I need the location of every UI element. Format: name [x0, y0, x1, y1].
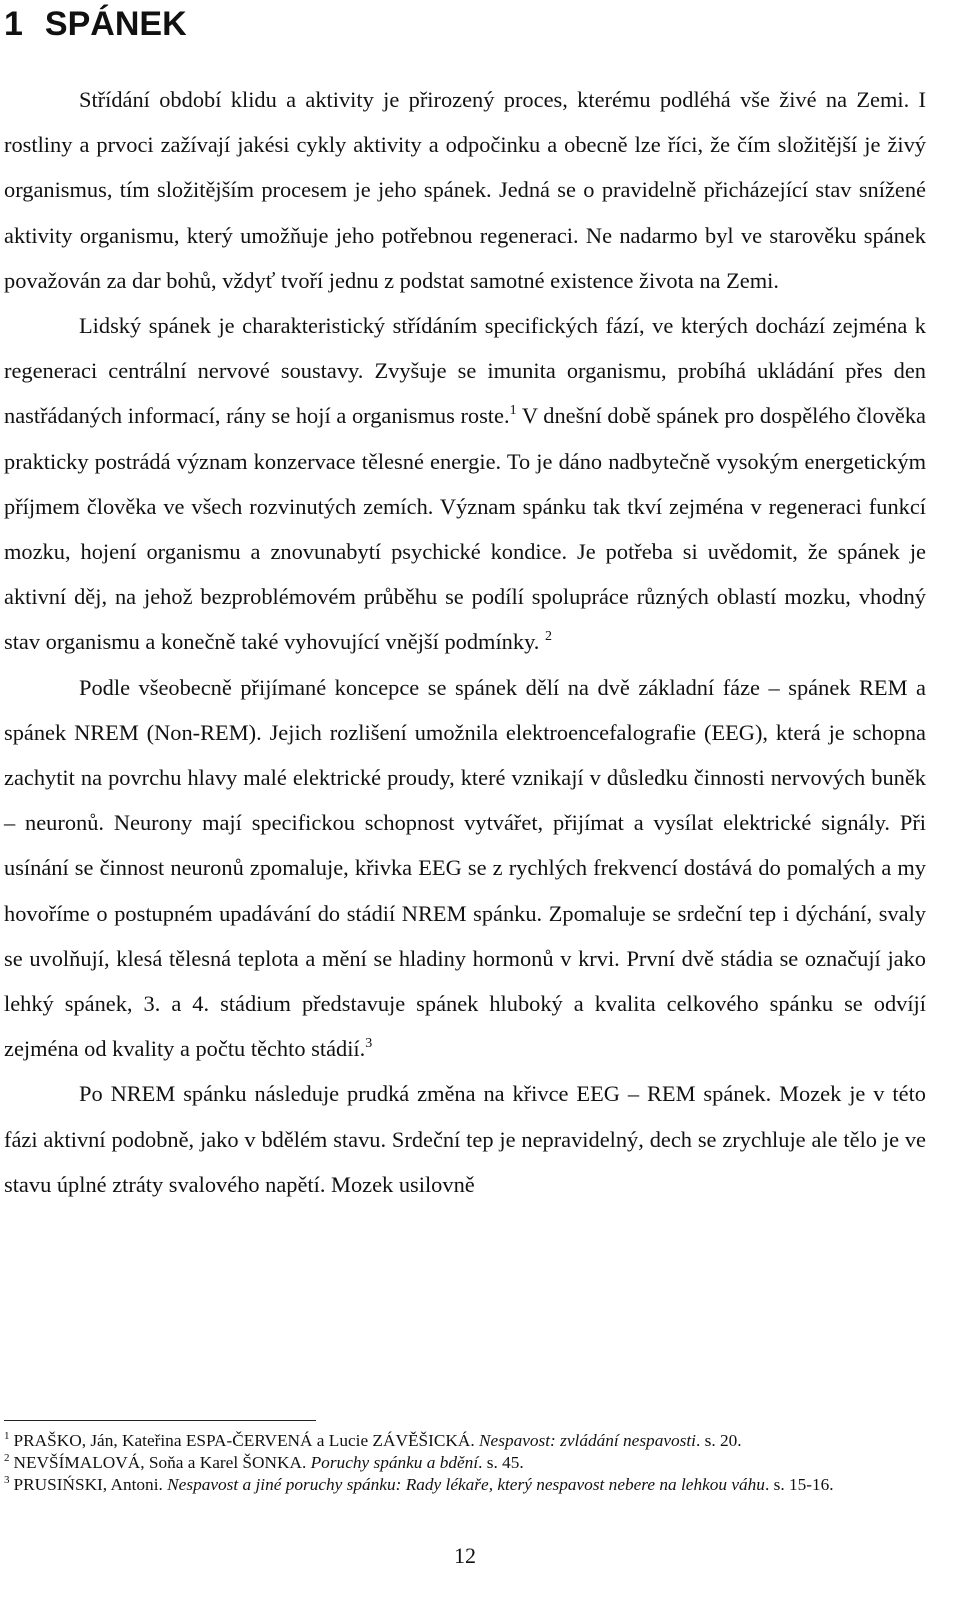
- footnote-3-authors: PRUSIŃSKI, Antoni.: [13, 1475, 163, 1494]
- chapter-heading: [4, 2, 187, 46]
- chapter-number: 1: [4, 5, 23, 43]
- paragraph-2-text-a: Lidský spánek je charakteristický střídáním specifických fází, ve kterých dochází zejména k regeneraci centrální nervové soustavy. Zvyšuje se imunita organismu, probíhá ukládání přes den nastřádaných informací, rány se hojí a organismus roste.: [4, 313, 926, 429]
- footnote-3-pages: . s. 15-16.: [764, 1475, 834, 1494]
- footnote-1: [4, 1430, 922, 1452]
- footnote-2-title: Poruchy spánku a bdění: [310, 1453, 479, 1472]
- paragraph-4: [4, 1071, 926, 1207]
- body-text: [4, 77, 926, 1207]
- chapter-title: SPÁNEK: [44, 5, 187, 43]
- footnote-mark-1: 1: [4, 1430, 10, 1442]
- footnote-3: [4, 1474, 922, 1496]
- footnote-1-title: Nespavost: zvládání nespavosti: [479, 1431, 696, 1450]
- footnote-1-authors: PRAŠKO, Ján, Kateřina ESPA-ČERVENÁ a Lucie ZÁVĚŠICKÁ.: [13, 1431, 475, 1450]
- paragraph-2: [4, 303, 926, 665]
- paragraph-1-text: Střídání období klidu a aktivity je přirozený proces, kterému podléhá vše živé na Zemi. I rostliny a prvoci zažívají jakési cykly aktivity a odpočinku a obecně lze říci, že čím složitější je živý organismus, tím složitějším procesem je jeho spánek. Jedná se o pravidelně přicházející stav snížené aktivity organismu, který umožňuje jeho potřebnou regeneraci. Ne nadarmo byl ve starověku spánek považován za dar bohů, vždyť tvoří jednu z podstat samotné existence života na Zemi.: [4, 87, 926, 293]
- footnote-mark-3: 3: [4, 1474, 10, 1486]
- footnote-2-authors: NEVŠÍMALOVÁ, Soňa a Karel ŠONKA.: [13, 1453, 307, 1472]
- paragraph-1: [4, 77, 926, 303]
- paragraph-3-text: Podle všeobecně přijímané koncepce se spánek dělí na dvě základní fáze – spánek REM a spánek NREM (Non-REM). Jejich rozlišení umožnila elektroencefalografie (EEG), která je schopna zachytit na povrchu hlavy malé elektrické proudy, které vznikají v důsledku činnosti nervových buněk – neuronů. Neurony mají specifickou schopnost vytvářet, přijímat a vysílat elektrické signály. Při usínání se činnost neuronů zpomaluje, křivka EEG se z rychlých frekvencí dostává do pomalých a my hovoříme o postupném upadávání do stádií NREM spánku. Zpomaluje se srdeční tep i dýchání, svaly se uvolňují, klesá tělesná teplota a mění se hladiny hormonů v krvi. První dvě stádia se označují jako lehký spánek, 3. a 4. stádium představuje spánek hluboký a kvalita celkového spánku se odvíjí zejména od kvality a počtu těchto stádií.: [4, 674, 926, 1062]
- paragraph-3: [4, 665, 926, 1072]
- footnote-mark-2: 2: [4, 1452, 10, 1464]
- footnote-2-pages: . s. 45.: [478, 1453, 524, 1472]
- footnote-3-title: Nespavost a jiné poruchy spánku: Rady lékaře, který nespavost nebere na lehkou váhu: [167, 1475, 765, 1494]
- footnote-2: [4, 1452, 922, 1474]
- footnote-ref-3[interactable]: 3: [365, 1036, 373, 1052]
- footnote-ref-1[interactable]: 1: [509, 403, 517, 419]
- paragraph-4-text: Po NREM spánku následuje prudká změna na křivce EEG – REM spánek. Mozek je v této fázi aktivní podobně, jako v bdělém stavu. Srdeční tep je nepravidelný, dech se zrychluje ale tělo je ve stavu úplné ztráty svalového napětí. Mozek usilovně: [4, 1081, 926, 1197]
- footnote-separator: [4, 1420, 316, 1421]
- footnotes: [4, 1430, 922, 1496]
- paragraph-2-text-b: V dnešní době spánek pro dospělého člověka prakticky postrádá význam konzervace tělesné energie. To je dáno nadbytečně vysokým energetickým příjmem člověka ve všech rozvinutých zemích. Význam spánku tak tkví zejména v regeneraci funkcí mozku, hojení organismu a znovunabytí psychické kondice. Je potřeba si uvědomit, že spánek je aktivní děj, na jehož bezproblémovém průběhu se podílí spolupráce různých oblastí mozku, vhodný stav organismu a konečně také vyhovující vnější podmínky.: [4, 403, 926, 655]
- footnote-1-pages: . s. 20.: [695, 1431, 742, 1450]
- page-number: 12: [454, 1543, 476, 1568]
- footnote-ref-2[interactable]: 2: [545, 629, 553, 645]
